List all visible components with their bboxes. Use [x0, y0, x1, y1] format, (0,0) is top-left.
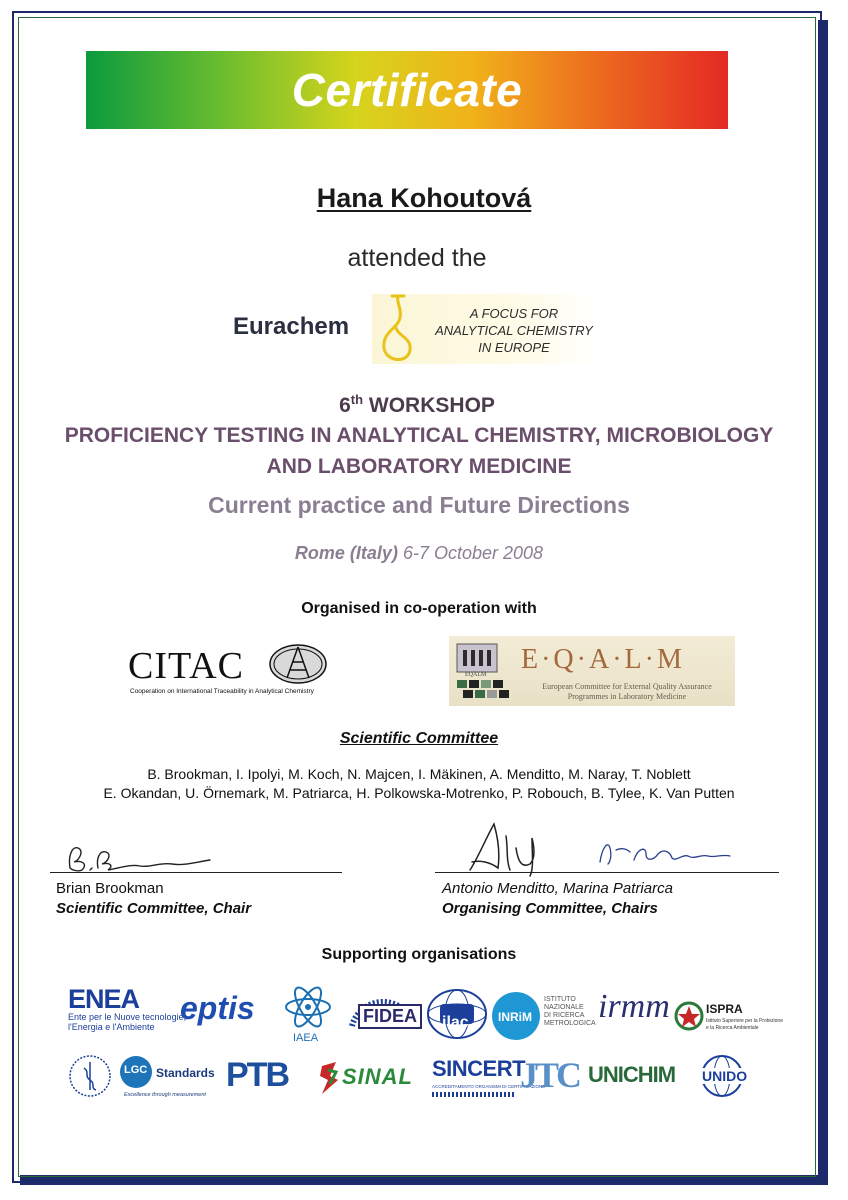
inrim-subtitle-line: METROLOGICA	[544, 1020, 596, 1027]
unido-logo: UNIDO	[702, 1068, 748, 1084]
eqalm-mini-label: EQALM	[465, 672, 487, 678]
eurachem-name: Eurachem	[233, 313, 350, 340]
jtc-logo: JTC	[520, 1055, 580, 1095]
sincert-logo: SINCERT	[432, 1056, 526, 1081]
sinal-emblem-icon	[316, 1058, 342, 1098]
eurachem-tagline	[424, 305, 604, 356]
iaea-label: IAEA	[293, 1032, 319, 1044]
ispra-subtitle-line: Istituto Superiore per la Protezione	[706, 1018, 783, 1024]
menditto-patriarca-signatures	[460, 818, 740, 878]
sincert-stripe	[432, 1092, 514, 1097]
irmm-logo: irmm	[598, 988, 670, 1025]
workshop-dates: 6-7 October 2008	[402, 543, 544, 563]
inrim-logo: INRiM	[498, 1010, 532, 1024]
citac-name: CITAC	[128, 645, 244, 687]
eptis-logo: eptis	[180, 990, 255, 1026]
fidea-logo: FIDEA	[358, 1004, 422, 1029]
ispra-subtitle-line: e la Ricerca Ambientale	[706, 1025, 759, 1031]
committee-members-line2: E. Okandan, U. Örnemark, M. Patriarca, H. Polkowska-Motrenko, P. Robouch, B. Tylee, K. Van Putten	[103, 785, 735, 801]
eurachem-flask-icon	[376, 292, 416, 366]
committee-members-line1: B. Brookman, I. Ipolyi, M. Koch, N. Majcen, I. Mäkinen, A. Menditto, M. Naray, T. Noblett	[147, 766, 691, 782]
recipient-name-block	[0, 183, 848, 214]
workshop-title-line1: PROFICIENCY TESTING IN ANALYTICAL CHEMISTRY, MICROBIOLOGY	[64, 424, 774, 447]
eqalm-subtitle: European Committee for External Quality Assurance Programmes in Laboratory Medicine	[542, 682, 712, 701]
ptb-logo: PTB	[226, 1056, 288, 1094]
iss-seal-icon	[68, 1054, 112, 1098]
ispra-logo: ISPRA	[706, 1002, 743, 1016]
eqalm-name: E·Q·A·L·M	[521, 644, 685, 675]
citac-subtitle: Cooperation on International Traceability in Analytical Chemistry	[130, 688, 314, 695]
eurachem-tagline-line: IN EUROPE	[478, 340, 550, 355]
citac-globe-icon	[268, 642, 328, 686]
inrim-subtitle-line: NAZIONALE	[544, 1004, 584, 1011]
workshop-label: WORKSHOP	[368, 394, 495, 417]
scientific-committee-heading	[0, 730, 838, 748]
workshop-title-line2: AND LABORATORY MEDICINE	[266, 455, 572, 478]
enea-subtitle	[68, 1012, 186, 1032]
enea-logo: ENEA	[68, 984, 140, 1014]
ilac-logo: ilac	[442, 1014, 469, 1031]
scientific-committee-title: Scientific Committee	[339, 730, 499, 747]
iaea-atom-icon	[280, 986, 336, 1028]
signature-line-right	[435, 872, 779, 873]
certificate-title: Certificate	[291, 64, 523, 116]
left-signatory-name: Brian Brookman	[56, 880, 164, 897]
workshop-subtitle: Current practice and Future Directions	[208, 492, 630, 518]
supporting-organisations-heading: Supporting organisations	[321, 946, 517, 963]
sincert-subtitle: ACCREDITAMENTO ORGANISMI DI CERTIFICAZIONE	[432, 1084, 546, 1089]
enea-subtitle-line: Ente per le Nuove tecnologie,	[68, 1012, 187, 1022]
enea-subtitle-line: l'Energia e l'Ambiente	[68, 1022, 155, 1032]
eurachem-tagline-line: A FOCUS FOR	[469, 306, 559, 321]
ispra-subtitle	[706, 1018, 783, 1032]
workshop-venue	[0, 543, 838, 564]
unichim-logo: UNICHIM	[588, 1062, 676, 1087]
cooperation-heading: Organised in co-operation with	[301, 600, 537, 617]
inrim-subtitle-line: ISTITUTO	[544, 996, 576, 1003]
right-signatory-role: Organising Committee, Chairs	[442, 900, 658, 917]
certificate-banner	[86, 51, 728, 129]
lgc-standards-label: Standards	[156, 1066, 215, 1080]
workshop-ordinal: th	[350, 392, 364, 407]
attended-text: attended the	[347, 244, 487, 272]
right-signatory-names: Antonio Menditto, Marina Patriarca	[442, 880, 673, 897]
lgc-logo: LGC	[124, 1064, 148, 1076]
inrim-subtitle	[544, 996, 596, 1028]
citac-logo	[120, 636, 330, 704]
eqalm-logo	[449, 636, 735, 706]
left-signatory-role: Scientific Committee, Chair	[56, 900, 252, 917]
sinal-logo: SINAL	[342, 1064, 413, 1089]
workshop-heading	[0, 392, 834, 418]
workshop-number: 6	[339, 394, 351, 417]
recipient-name: Hana Kohoutová	[316, 183, 532, 213]
inrim-subtitle-line: DI RICERCA	[544, 1012, 585, 1019]
workshop-place: Rome (Italy)	[294, 543, 398, 563]
signature-line-left	[50, 872, 342, 873]
lgc-tagline: Excellence through measurement	[124, 1092, 206, 1098]
ispra-emblem-icon	[674, 1000, 704, 1032]
eurachem-tagline-line: ANALYTICAL CHEMISTRY	[435, 323, 593, 338]
eqalm-emblem-icon	[455, 640, 517, 702]
